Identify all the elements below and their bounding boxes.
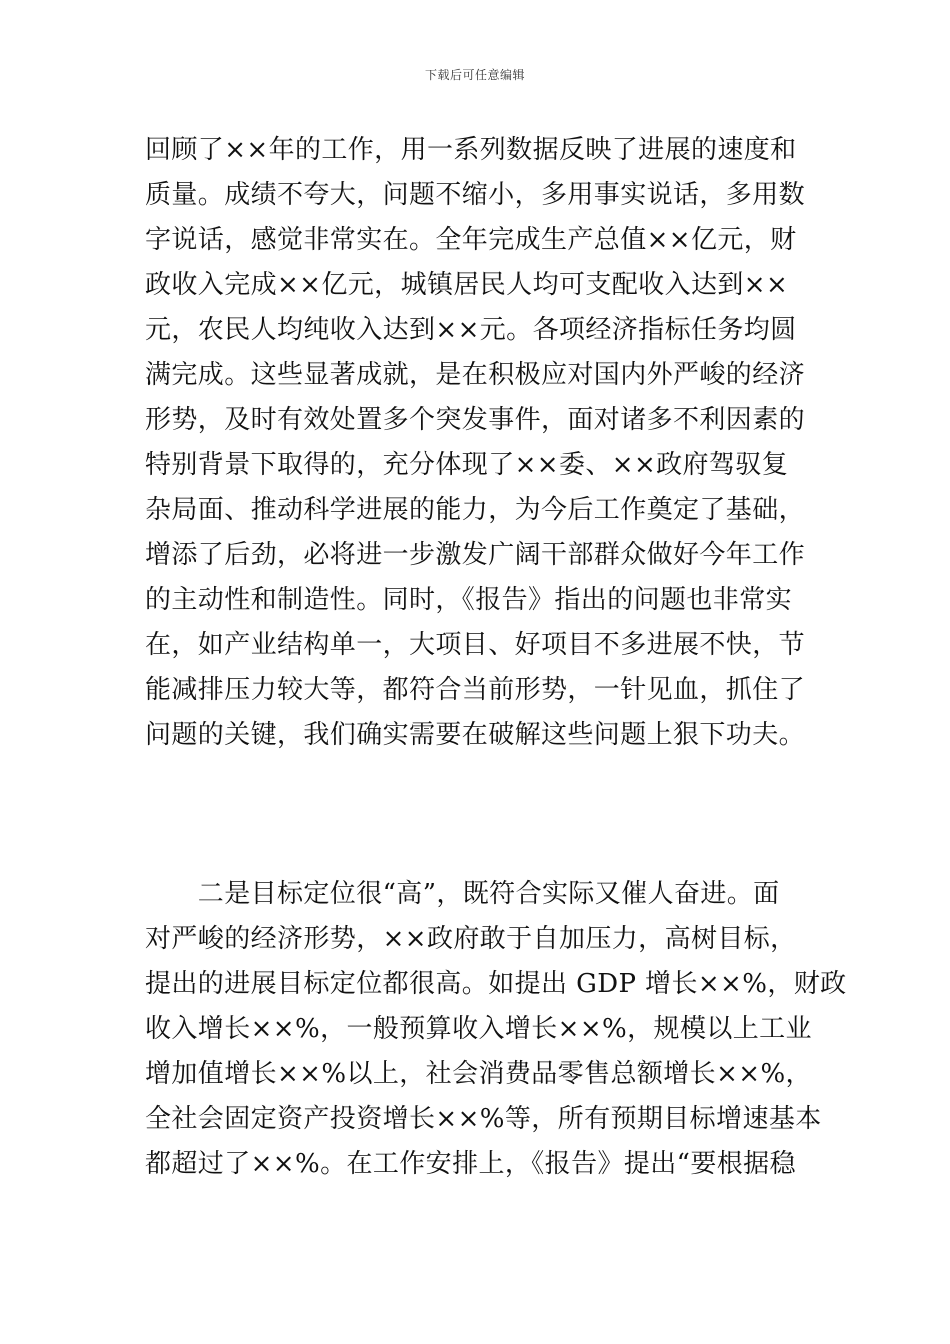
text-line: 增添了后劲，必将进一步激发广阔干部群众做好今年工作 [145, 540, 806, 570]
text-line: 对严峻的经济形势，××政府敢于自加压力，高树目标， [145, 924, 797, 954]
text-line: 的主动性和制造性。同时，《报告》指出的问题也非常实 [145, 585, 793, 615]
text-line: 满完成。这些显著成就，是在积极应对国内外严峻的经济 [145, 360, 806, 390]
text-line: 收入增长××%，一般预算收入增长××%，规模以上工业 [145, 1014, 812, 1044]
page-header: 下载后可任意编辑 [424, 68, 525, 82]
text-line: 都超过了××%。在工作安排上，《报告》提出“要根据稳 [145, 1149, 796, 1179]
text-line: 特别背景下取得的，充分体现了××委、××政府驾驭复 [145, 450, 789, 480]
text-line: 全社会固定资产投资增长××%等，所有预期目标增速基本 [145, 1104, 822, 1134]
text-line: 增加值增长××%以上，社会消费品零售总额增长××%， [145, 1059, 812, 1089]
text-line: 问题的关键，我们确实需要在破解这些问题上狠下功夫。 [145, 720, 806, 750]
text-line: 字说话，感觉非常实在。全年完成生产总值××亿元，财 [145, 225, 797, 255]
text-line: 回顾了××年的工作，用一系列数据反映了进展的速度和 [145, 135, 797, 165]
text-line: 在，如产业结构单一，大项目、好项目不多进展不快，节 [145, 630, 806, 660]
text-line: 杂局面、推动科学进展的能力，为今后工作奠定了基础， [145, 495, 806, 525]
text-line: 元，农民人均纯收入达到××元。各项经济指标任务均圆 [145, 315, 797, 345]
paragraph-2 [145, 872, 847, 1187]
text-line: 二是目标定位很“高”，既符合实际又催人奋进。面 [145, 879, 780, 909]
text-line: 能减排压力较大等，都符合当前形势，一针见血，抓住了 [145, 675, 806, 705]
paragraph-1 [145, 128, 810, 758]
text-line: 形势，及时有效处置多个突发事件，面对诸多不利因素的 [145, 405, 806, 435]
text-line: 政收入完成××亿元，城镇居民人均可支配收入达到×× [145, 270, 789, 300]
text-line: 质量。成绩不夸大，问题不缩小，多用事实说话，多用数 [145, 180, 806, 210]
text-line: 提出的进展目标定位都很高。如提出 GDP 增长××%，财政 [145, 969, 847, 999]
